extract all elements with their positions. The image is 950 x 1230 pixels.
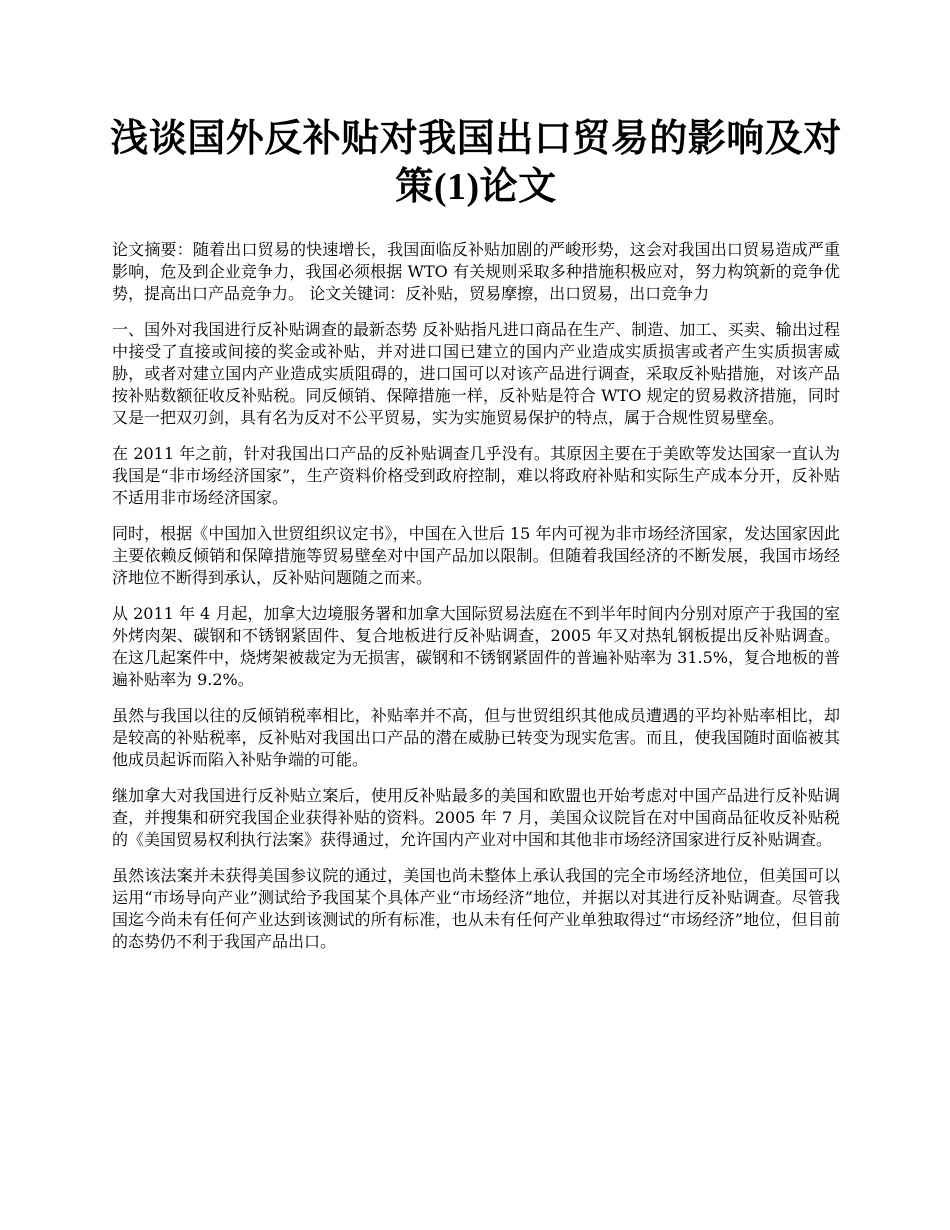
abstract-paragraph: 论文摘要：随着出口贸易的快速增长，我国面临反补贴加剧的严峻形势，这会对我国出口贸易造成严重影响，危及到企业竞争力，我国必须根据 WTO 有关规则采取多种措施积极应对，努力构筑新的竞争优势，提高出口产品竞争力。 论文关键词：反补贴，贸易摩擦，出口贸易，出口竞争力 [112, 240, 840, 303]
body-paragraph: 在 2011 年之前，针对我国出口产品的反补贴调查几乎没有。其原因主要在于美欧等发达国家一直认为我国是“非市场经济国家”，生产资料价格受到政府控制，难以将政府补贴和实际生产成本分开，反补贴不适用非市场经济国家。 [112, 444, 840, 507]
document-page [112, 0, 840, 953]
body-paragraph-section-1: 一、国外对我国进行反补贴调查的最新态势 反补贴指凡进口商品在生产、制造、加工、买卖、输出过程中接受了直接或间接的奖金或补贴，并对进口国已建立的国内产业造成实质损害或者产生实质损害威胁，或者对建立国内产业造成实质阻碍的，进口国可以对该产品进行调查，采取反补贴措施，对该产品按补贴数额征收反补贴税。同反倾销、保障措施一样，反补贴是符合 WTO 规定的贸易救济措施，同时又是一把双刃剑，具有名为反对不公平贸易，实为实施贸易保护的特点，属于合规性贸易壁垒。 [112, 320, 840, 427]
body-paragraph: 继加拿大对我国进行反补贴立案后，使用反补贴最多的美国和欧盟也开始考虑对中国产品进行反补贴调查，并搜集和研究我国企业获得补贴的资料。2005 年 7 月，美国众议院旨在对中国商品征收反补贴税的《美国贸易权利执行法案》获得通过，允许国内产业对中国和其他非市场经济国家进行反补贴调查。 [112, 786, 840, 849]
body-paragraph: 虽然与我国以往的反倾销税率相比，补贴率并不高，但与世贸组织其他成员遭遇的平均补贴率相比，却是较高的补贴税率，反补贴对我国出口产品的潜在威胁已转变为现实危害。而且，使我国随时面临被其他成员起诉而陷入补贴争端的可能。 [112, 706, 840, 769]
body-paragraph: 同时，根据《中国加入世贸组织议定书》，中国在入世后 15 年内可视为非市场经济国家，发达国家因此主要依赖反倾销和保障措施等贸易壁垒对中国产品加以限制。但随着我国经济的不断发展，我国市场经济地位不断得到承认，反补贴问题随之而来。 [112, 524, 840, 587]
body-paragraph: 从 2011 年 4 月起，加拿大边境服务署和加拿大国际贸易法庭在不到半年时间内分别对原产于我国的室外烤肉架、碳钢和不锈钢紧固件、复合地板进行反补贴调查，2005 年又对热轧钢板提出反补贴调查。在这几起案件中，烧烤架被裁定为无损害，碳钢和不锈钢紧固件的普遍补贴率为 31.5%，复合地板的普遍补贴率为 9.2%。 [112, 604, 840, 689]
document-title: 浅谈国外反补贴对我国出口贸易的影响及对策(1)论文 [110, 118, 842, 208]
body-paragraph: 虽然该法案并未获得美国参议院的通过，美国也尚未整体上承认我国的完全市场经济地位，但美国可以运用“市场导向产业”测试给予我国某个具体产业“市场经济”地位，并据以对其进行反补贴调查。尽管我国迄今尚未有任何产业达到该测试的所有标准，也从未有任何产业单独取得过“市场经济”地位，但目前的态势仍不利于我国产品出口。 [112, 866, 840, 951]
